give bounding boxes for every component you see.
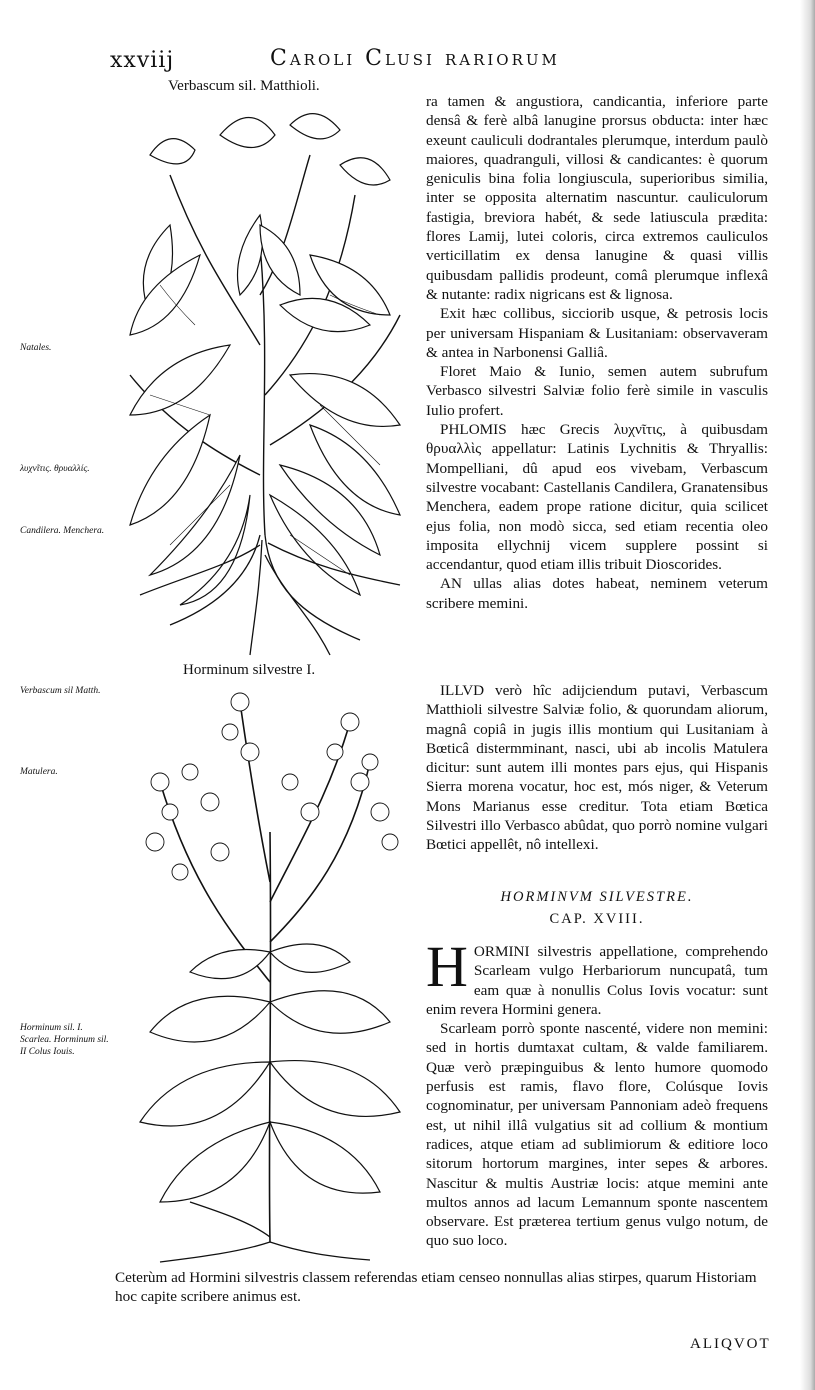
- verbascum-illustration: [110, 95, 420, 660]
- folio-number: xxviij: [110, 48, 175, 73]
- chapter-number: CAP. XVIII.: [549, 911, 645, 927]
- chapter-heading: [426, 886, 768, 930]
- paragraph: Floret Maio & Iunio, semen autem subrufum Verbasco silvestri Salviæ folio ferè simile in vasculis Iulio profert.: [426, 363, 768, 419]
- plate-caption-horminum: Horminum silvestre I.: [183, 662, 316, 678]
- margin-note: Matulera.: [20, 767, 58, 777]
- text-column-verbascum-matthioli: [426, 681, 768, 855]
- paragraph: ORMINI silvestris appellatione, comprehendo Scarleam vulgo Herbariorum nuncupatâ, tum eam quæ à nonullis Colus Iovis vocatur: sunt enim revera Hormini genera.: [426, 943, 768, 1018]
- paragraph: Ceterùm ad Hormini silvestris classem referendas etiam censeo nonnullas alias stirpes, quarum Historiam hoc capite scribere animus est.: [115, 1269, 757, 1306]
- text-column-verbascum: [426, 92, 768, 613]
- paragraph: Exit hæc collibus, sicciorib usque, & petrosis locis per universam Hispaniam & Lusitaniam: observaveram & antea in Narbonensi Galliâ.: [426, 305, 768, 361]
- catchword: ALIQVOT: [690, 1336, 771, 1352]
- closing-paragraph: [115, 1268, 775, 1307]
- drop-cap: H: [426, 934, 468, 999]
- page-edge: [800, 0, 815, 1390]
- margin-note: Horminum sil. I. Scarlea. Horminum sil. II Colus Iouis.: [20, 1023, 109, 1057]
- margin-note: λυχνῖτις. θρυαλλίς.: [20, 464, 90, 474]
- paragraph: Scarleam porrò sponte nascenté, videre non memini: sed in hortis dumtaxat cultam, & valde familiarem. Quæ verò præpinguibus & lento humore quomodo perfusis est ramis, flavo flore, Colúsque Iovis cognominatur, per universam Pannoniam adeò frequens est, ut nihil illâ vulgatius sit ad collium & montium radices, atque etiam ad sublimiorum & editiore loco sitorum hortorum margines, inter sepes & arbores. Nascitur & multis Austriæ locis: atque memini ante multos annos ad lacum Lemannum sponte nascentem observare. Est præterea tertium genus vulgo notum, de quo suo loco.: [426, 1020, 768, 1250]
- paragraph: ra tamen & angustiora, candicantia, inferiore parte densâ & ferè albâ lanugine prorsus obducta: inter hæc exeunt cauliculi dodrantales plerumque, interdum paulò maiores, quadranguli, villosi & candicantes: è quorum geniculis bina folia longiuscula, superioribus similia, inter se opposita alternatim nascuntur. cauliculorum fastigia, breviora habét, & sede latiuscula prædita: flores Lamij, lutei coloris, circa extremos cauliculos verticillatim ex densa lanugine & quasi villis quibusdam pallidis prodeunt, comâ plerumque inflexâ & nutante: radix nigricans est & lignosa.: [426, 93, 768, 303]
- plate-caption-verbascum: Verbascum sil. Matthioli.: [168, 78, 320, 94]
- paragraph: ILLVD verò hîc adijciendum putavi, Verbascum Matthioli silvestre Salviæ folio, & quorundam aliorum, magnâ copiâ in jugis illis montium qui Lusitaniam à Bœticâ distermminant, nasci, ubi ab incolis Matulera dicitur: sunt autem illi montes pars ejus, qui Hispanis Sierra morena vocatur, hoc est, mós niger, & Veterum Mons Marianus esse creditur. Tota etiam Bœtica Silvestri illo Verbasco abûdat, quo porrò nomine vulgari Bœtici appellêt, nô intellexi.: [426, 682, 768, 854]
- chapter-title: HORMINVM SILVESTRE.: [500, 889, 694, 905]
- paragraph: PHLOMIS hæc Grecis λυχνῖτις, à quibusdam θρυαλλὶς appellatur: Latinis Lychnitis & Thryallis: Mompelliani, dû apud eos vivebam, Verbascum silvestre vocabant: Castellanis Candilera, Granatensibus Menchera, eadem prope ratione dicitur, quia scilicet ejus folia, non modò sicca, sed etiam recentia oleo imposita ellychnij vicem supplere possint si accendantur, quod etiam illis tribuit Dioscorides.: [426, 421, 768, 574]
- margin-note: Natales.: [20, 343, 52, 353]
- margin-note: Candilera. Menchera.: [20, 526, 105, 536]
- horminum-illustration: [110, 682, 420, 1267]
- text-column-horminum: [426, 934, 768, 1251]
- paragraph: AN ullas alias dotes habeat, neminem veterum scribere memini.: [426, 575, 768, 612]
- running-head: Caroli Clusi rariorum: [270, 46, 560, 71]
- margin-note: Verbascum sil Matth.: [20, 686, 101, 696]
